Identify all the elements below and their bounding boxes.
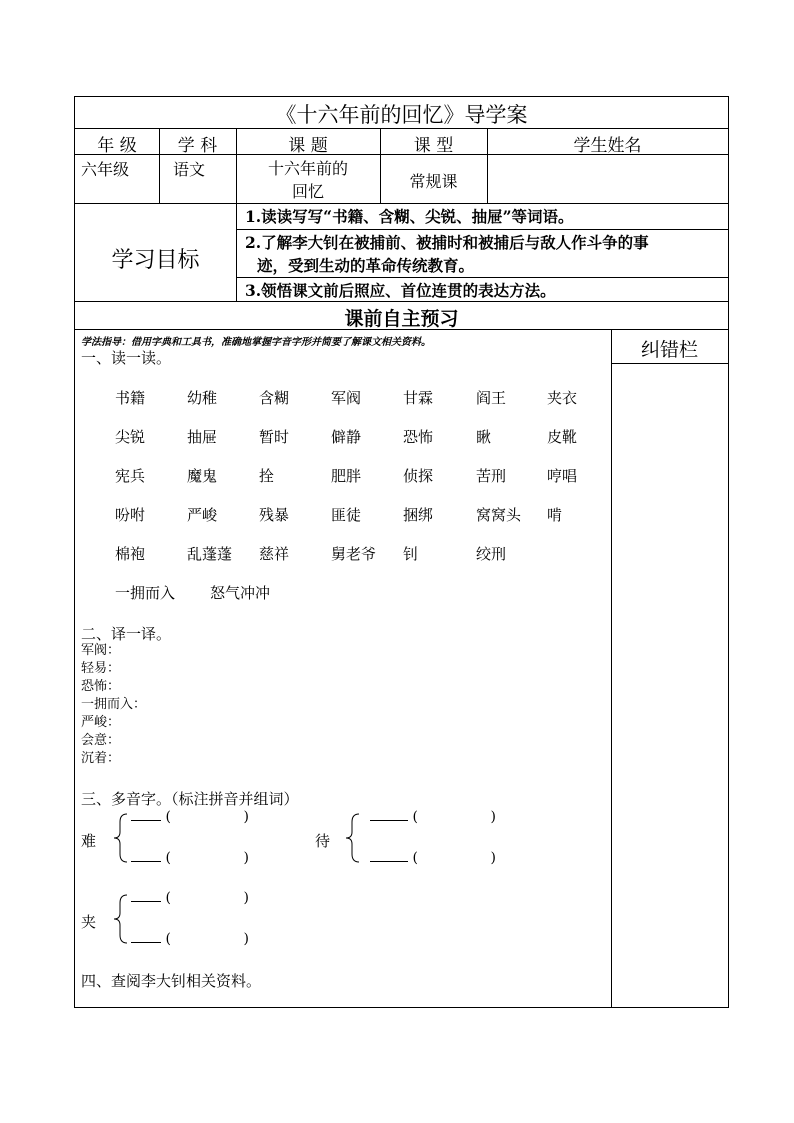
brace-icon bbox=[345, 813, 361, 863]
vocab-word: 幼稚 bbox=[187, 389, 218, 407]
header-topic: 课 题 bbox=[288, 136, 328, 156]
worksheet-table bbox=[74, 96, 729, 1008]
vocab-word: 慈祥 bbox=[259, 545, 290, 563]
brace-icon bbox=[113, 894, 129, 944]
vocab-word: 吩咐 bbox=[115, 506, 146, 524]
translate-item: 会意： bbox=[81, 733, 121, 748]
polyphone-char-jia: 夹 bbox=[81, 913, 97, 931]
type-value: 常规课 bbox=[409, 172, 458, 191]
vocab-word: 含糊 bbox=[259, 389, 290, 407]
vocab-word: 暂时 bbox=[259, 428, 290, 446]
topic-line-2: 回忆 bbox=[291, 182, 324, 201]
page-title: 《十六年前的回忆》导学案 bbox=[275, 103, 528, 127]
answer-blank[interactable] bbox=[131, 849, 161, 862]
vocab-word: 魔鬼 bbox=[187, 467, 218, 485]
header-grade: 年 级 bbox=[97, 136, 137, 156]
vocab-word: 啃 bbox=[547, 506, 563, 524]
vocab-word: 抽屉 bbox=[187, 428, 218, 446]
vocab-word: 苦刑 bbox=[476, 467, 507, 485]
translate-item: 轻易： bbox=[81, 661, 121, 676]
vocab-word: 残暴 bbox=[259, 506, 290, 524]
vocab-word: 捆绑 bbox=[403, 506, 434, 524]
phrase-1: 一拥而入 bbox=[115, 584, 176, 602]
vocab-word: 恐怖 bbox=[403, 428, 434, 446]
polyphone-char-dai: 待 bbox=[315, 832, 331, 850]
objectives-label: 学习目标 bbox=[111, 248, 200, 273]
answer-blank[interactable] bbox=[370, 849, 408, 862]
polyphone-row: ( ) bbox=[370, 808, 496, 825]
translate-list bbox=[81, 642, 146, 768]
vocab-word: 匪徒 bbox=[331, 506, 362, 524]
objective-3: 3.领悟课文前后照应、首位连贯的表达方法。 bbox=[245, 281, 556, 300]
vocab-word: 钊 bbox=[403, 545, 419, 563]
section1-title: 一、读一读。 bbox=[81, 349, 172, 367]
vocab-word: 棉袍 bbox=[115, 545, 146, 563]
vocab-word: 瞅 bbox=[476, 428, 492, 446]
answer-blank[interactable] bbox=[131, 808, 161, 821]
vocab-word: 哼唱 bbox=[547, 467, 578, 485]
polyphone-row: ( ) bbox=[131, 808, 249, 825]
section3-title: 三、多音字。（标注拼音并组词） bbox=[81, 790, 299, 808]
grade-value: 六年级 bbox=[81, 160, 130, 179]
vocab-word: 严峻 bbox=[187, 506, 218, 524]
header-type: 课 型 bbox=[413, 136, 454, 156]
translate-item: 沉着： bbox=[81, 751, 121, 766]
translate-item: 严峻： bbox=[81, 715, 121, 730]
vocab-word: 皮靴 bbox=[547, 428, 578, 446]
translate-item: 一拥而入： bbox=[81, 697, 147, 712]
objective-2: 2.了解李大钊在被捕前、被捕时和被捕后与敌人作斗争的事 bbox=[245, 233, 649, 252]
phrase-2: 怒气冲冲 bbox=[210, 584, 271, 602]
vocab-word: 书籍 bbox=[115, 389, 146, 407]
vocab-word: 窝窝头 bbox=[476, 506, 522, 524]
topic-value bbox=[236, 157, 380, 203]
brace-icon bbox=[113, 813, 129, 863]
objective-1: 1.读读写写“书籍、含糊、尖锐、抽屉”等词语。 bbox=[245, 207, 574, 226]
method-note: 学法指导：借用字典和工具书，准确地掌握字音字形并简要了解课文相关资料。 bbox=[81, 337, 431, 348]
vocab-word: 甘霖 bbox=[403, 389, 434, 407]
vocab-word: 宪兵 bbox=[115, 467, 146, 485]
polyphone-row: ( ) bbox=[131, 849, 249, 866]
preview-title: 课前自主预习 bbox=[344, 308, 459, 330]
subject-value: 语文 bbox=[173, 160, 206, 179]
section4-title: 四、查阅李大钊相关资料。 bbox=[81, 972, 262, 990]
vocab-word: 肥胖 bbox=[331, 467, 362, 485]
topic-line-1: 十六年前的 bbox=[267, 159, 348, 178]
vocab-word: 侦探 bbox=[403, 467, 434, 485]
polyphone-row: ( ) bbox=[131, 889, 249, 906]
header-subject: 学 科 bbox=[177, 136, 218, 156]
vocab-word: 尖锐 bbox=[115, 428, 146, 446]
section2-title: 二、译一译。 bbox=[81, 625, 172, 643]
sidebar-title: 纠错栏 bbox=[640, 339, 698, 361]
answer-blank[interactable] bbox=[370, 808, 408, 821]
vocab-word: 绞刑 bbox=[476, 545, 507, 563]
vocab-word: 夹衣 bbox=[547, 389, 578, 407]
answer-blank[interactable] bbox=[131, 930, 161, 943]
translate-item: 恐怖： bbox=[81, 679, 121, 694]
vocab-word: 僻静 bbox=[331, 428, 362, 446]
vocab-word: 军阀 bbox=[331, 389, 362, 407]
answer-blank[interactable] bbox=[131, 889, 161, 902]
polyphone-row: ( ) bbox=[131, 930, 249, 947]
polyphone-char-nan: 难 bbox=[81, 832, 97, 850]
header-student-name: 学生姓名 bbox=[573, 136, 642, 156]
vocab-word: 拴 bbox=[259, 467, 275, 485]
vocab-word: 舅老爷 bbox=[331, 545, 377, 563]
polyphone-row: ( ) bbox=[370, 849, 496, 866]
vocab-word: 乱蓬蓬 bbox=[187, 545, 233, 563]
objective-2-cont: 迹，受到生动的革命传统教育。 bbox=[257, 256, 475, 275]
vocab-word: 阎王 bbox=[476, 389, 507, 407]
translate-item: 军阀： bbox=[81, 643, 121, 658]
